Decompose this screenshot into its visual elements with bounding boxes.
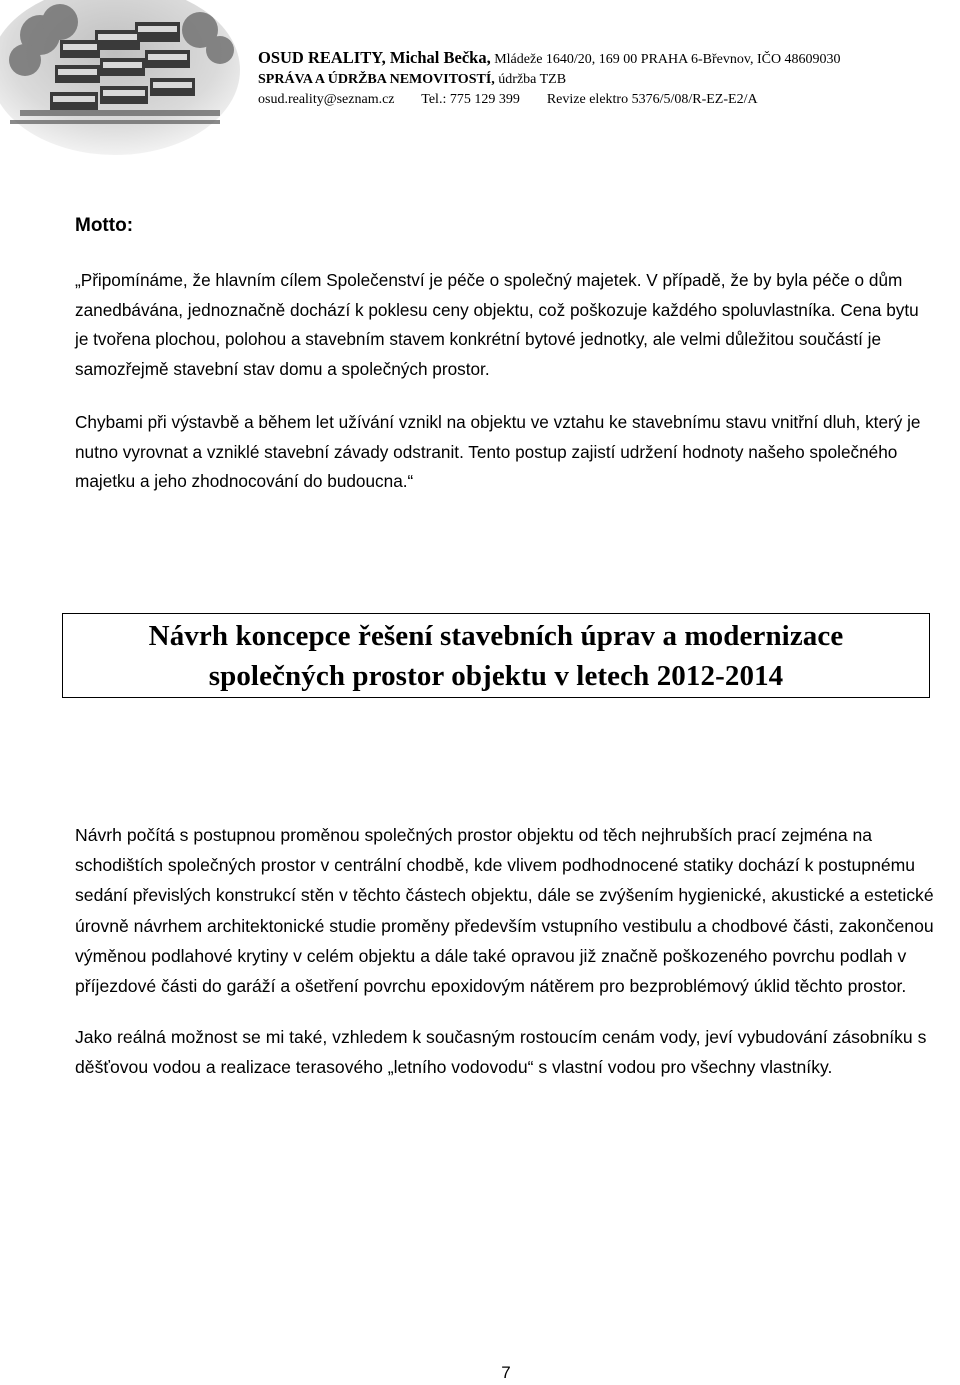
company-revision: Revize elektro 5376/5/08/R-EZ-E2/A	[546, 92, 758, 107]
motto-paragraph-1: „Připomínáme, že hlavním cílem Společenství je péče o společný majetek. V případě, že by byla péče o dům zanedbávána, jednoznačně dochází k poklesu ceny objektu, což poškozuje každého spoluvlastníka. Cena bytu je tvořena plochou, polohou a stavebním stavem konkrétní bytové jednotky, ale velmi důležitou součástí je samozřejmě stavební stav domu a společných prostor.	[75, 270, 919, 379]
company-name: OSUD REALITY, Michal Bečka,	[258, 48, 491, 67]
company-email: osud.reality@seznam.cz	[258, 92, 395, 107]
letterhead	[258, 48, 948, 110]
letterhead-line-3	[258, 90, 948, 110]
company-phone: Tel.: 775 129 399	[421, 92, 520, 107]
letterhead-line-2	[258, 70, 948, 90]
company-service: SPRÁVA A ÚDRŽBA NEMOVITOSTÍ,	[258, 72, 495, 87]
motto-paragraph-2: Chybami při výstavbě a během let užívání vznikl na objektu ve vztahu ke stavebnímu stavu vnitřní dluh, který je nutno vyrovnat a vzniklé stavební závady odstranit. Tento postup zajistí udržení hodnoty našeho společného majetku a jeho zhodnocování do budoucna.“	[75, 412, 921, 491]
company-logo-building-icon	[0, 0, 250, 160]
motto-label: Motto:	[75, 215, 134, 236]
letterhead-line-1	[258, 48, 948, 70]
company-address: Mládeže 1640/20, 169 00 PRAHA 6-Břevnov, IČO 48609030	[494, 52, 841, 67]
document-body	[75, 820, 945, 1083]
company-service-detail: údržba TZB	[498, 72, 567, 87]
document-title-line-1: Návrh koncepce řešení stavebních úprav a modernizace	[148, 619, 844, 652]
document-title-box	[62, 613, 930, 698]
body-paragraph-1: Návrh počítá s postupnou proměnou společných prostor objektu od těch nejhrubších prací zejména na schodištích společných prostor v centrální chodbě, kde vlivem podhodnocené statiky dochází k postupnému sedání převislých konstrukcí stěn v těchto částech objektu, dále se zvýšením hygienické, akustické a estetické úrovně návrhem architektonické studie proměny především vstupního vestibulu a chodbové části, zakončenou výměnou podlahové krytiny v celém objektu a dále také opravou již značně poškozeného povrchu podlah v příjezdové části do garáží a ošetření povrchu epoxidovým nátěrem pro bezproblémový úklid těchto prostor.	[75, 825, 934, 997]
body-paragraph-2: Jako reálná možnost se mi také, vzhledem k současným rostoucím cenám vody, jeví vybudování zásobníku s děšťovou vodou a realizace terasového „letního vodovodu“ s vlastní vodou pro všechny vlastníky.	[75, 1027, 927, 1078]
document-title-line-2: společných prostor objektu v letech 2012-2014	[208, 659, 784, 692]
motto-quote	[75, 266, 935, 497]
page-number: 7	[501, 1363, 511, 1382]
